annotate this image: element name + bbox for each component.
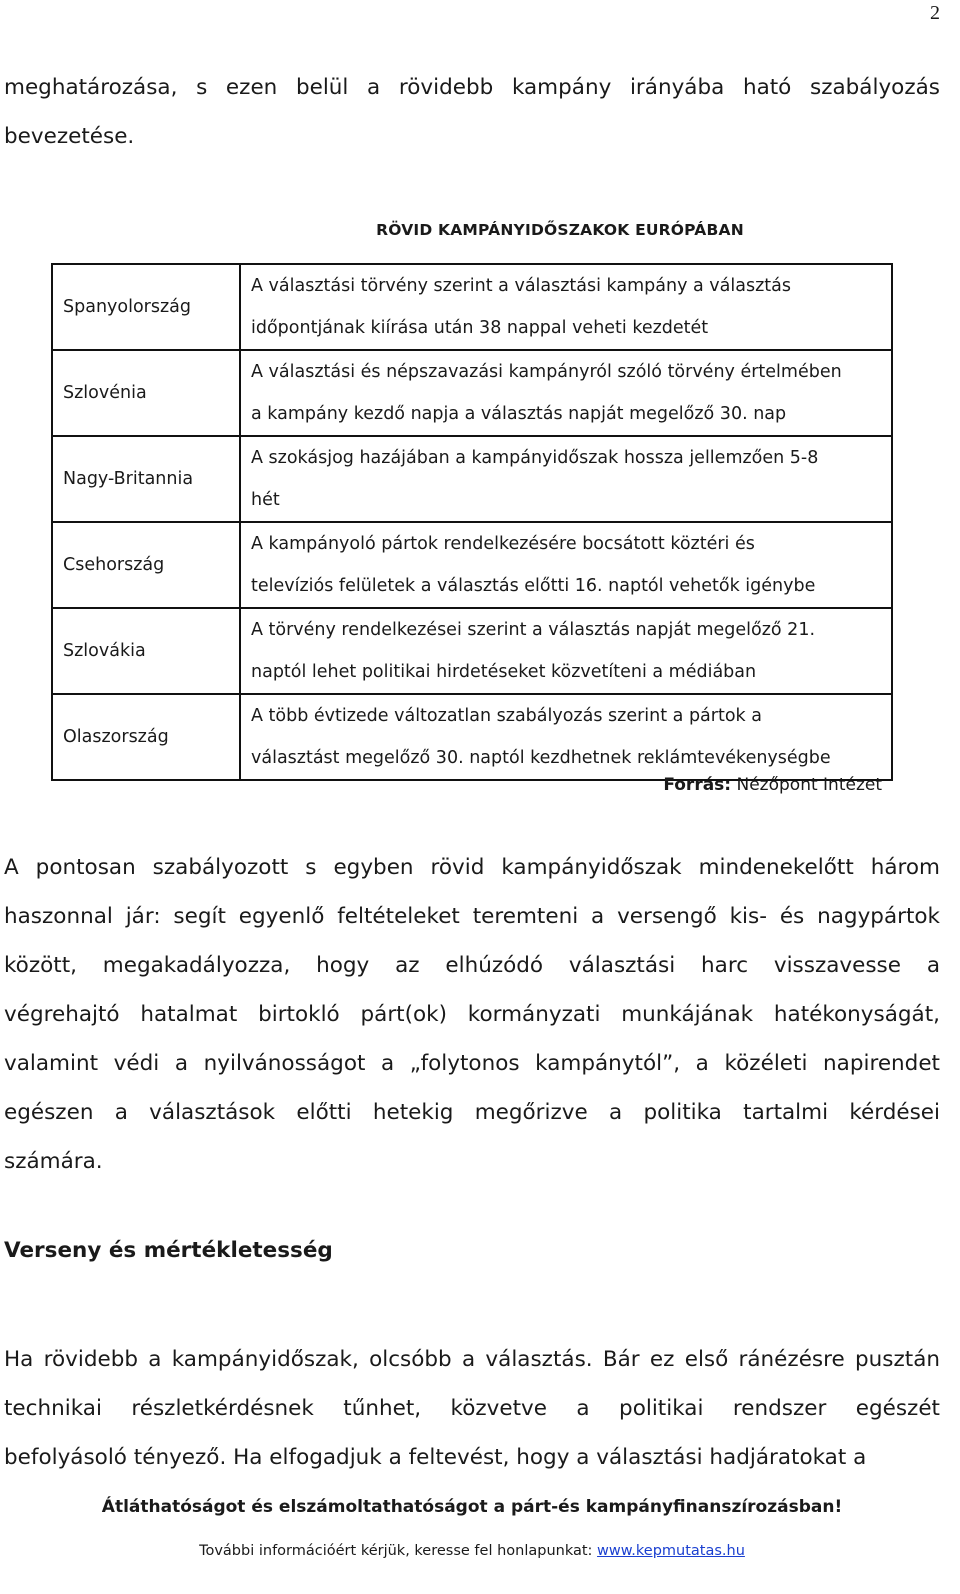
country-cell: Spanyolország xyxy=(52,264,240,350)
table-row xyxy=(52,694,892,780)
footer-tagline: Átláthatóságot és elszámoltathatóságot a párt-és kampányfinanszírozásban! xyxy=(101,1497,843,1517)
rule-line: választást megelőző 30. naptól kezdhetnek reklámtevékenységbe xyxy=(251,748,831,768)
text-line: Ha rövidebb a kampányidőszak, olcsóbb a választás. Bár ez első ránézésre pusztán xyxy=(4,1347,940,1372)
text-line: bevezetése. xyxy=(4,124,135,149)
rule-cell xyxy=(240,694,892,780)
text-line: befolyásoló tényező. Ha elfogadjuk a feltevést, hogy a választási hadjáratokat a xyxy=(4,1445,867,1470)
table-row xyxy=(52,522,892,608)
rule-cell xyxy=(240,264,892,350)
table-row xyxy=(52,608,892,694)
page-number: 2 xyxy=(930,2,940,24)
text-line: technikai részletkérdésnek tűnhet, közvetve a politikai rendszer egészét xyxy=(4,1396,940,1421)
rule-line: hét xyxy=(251,490,280,510)
footer-info xyxy=(0,1543,944,1559)
text-line: végrehajtó hatalmat birtokló párt(ok) kormányzati munkájának hatékonyságát, xyxy=(4,1002,940,1027)
rule-line: televíziós felületek a választás előtti 16. naptól vehetők igénybe xyxy=(251,576,816,596)
table-source xyxy=(663,775,882,795)
source-label: Forrás: xyxy=(663,775,732,795)
rule-cell xyxy=(240,608,892,694)
rule-line: A választási törvény szerint a választási kampány a választás xyxy=(251,276,791,296)
rule-cell xyxy=(240,436,892,522)
rule-line: A választási és népszavazási kampányról szóló törvény értelmében xyxy=(251,362,842,382)
rule-line: naptól lehet politikai hirdetéseket közvetíteni a médiában xyxy=(251,662,757,682)
text-line: meghatározása, s ezen belül a rövidebb kampány irányába ható szabályozás xyxy=(4,75,940,100)
country-cell: Olaszország xyxy=(52,694,240,780)
table-row xyxy=(52,350,892,436)
table-row xyxy=(52,436,892,522)
section-heading: Verseny és mértékletesség xyxy=(4,1238,333,1263)
footer-info-text: További információért kérjük, keresse fel honlapunkat: xyxy=(199,1543,598,1559)
country-cell: Szlovákia xyxy=(52,608,240,694)
source-value: Nézőpont Intézet xyxy=(736,775,882,795)
rule-line: időpontjának kiírása után 38 nappal veheti kezdetét xyxy=(251,318,709,338)
country-cell: Csehország xyxy=(52,522,240,608)
website-link[interactable]: www.kepmutatas.hu xyxy=(597,1543,745,1559)
body-paragraph xyxy=(4,843,940,1186)
rule-line: A több évtizede változatlan szabályozás szerint a pártok a xyxy=(251,706,762,726)
intro-paragraph xyxy=(4,63,940,161)
rule-line: A szokásjog hazájában a kampányidőszak hossza jellemzően 5-8 xyxy=(251,448,819,468)
country-cell: Nagy-Britannia xyxy=(52,436,240,522)
rule-cell xyxy=(240,350,892,436)
rule-cell xyxy=(240,522,892,608)
rule-line: a kampány kezdő napja a választás napját megelőző 30. nap xyxy=(251,404,787,424)
text-line: haszonnal jár: segít egyenlő feltételeket teremteni a versengő kis- és nagypártok xyxy=(4,904,940,929)
table-title: RÖVID KAMPÁNYIDŐSZAKOK EURÓPÁBAN xyxy=(376,221,744,239)
table-row xyxy=(52,264,892,350)
rule-line: A kampányoló pártok rendelkezésére bocsátott köztéri és xyxy=(251,534,755,554)
text-line: között, megakadályozza, hogy az elhúzódó választási harc visszavesse a xyxy=(4,953,940,978)
rule-line: A törvény rendelkezései szerint a választás napját megelőző 21. xyxy=(251,620,816,640)
text-line: valamint védi a nyilvánosságot a „folytonos kampánytól”, a közéleti napirendet xyxy=(4,1051,940,1076)
country-cell: Szlovénia xyxy=(52,350,240,436)
text-line: egészen a választások előtti hetekig megőrizve a politika tartalmi kérdései xyxy=(4,1100,940,1125)
campaign-table xyxy=(51,263,893,781)
body-paragraph xyxy=(4,1335,940,1482)
text-line: számára. xyxy=(4,1149,103,1174)
text-line: A pontosan szabályozott s egyben rövid kampányidőszak mindenekelőtt három xyxy=(4,855,940,880)
